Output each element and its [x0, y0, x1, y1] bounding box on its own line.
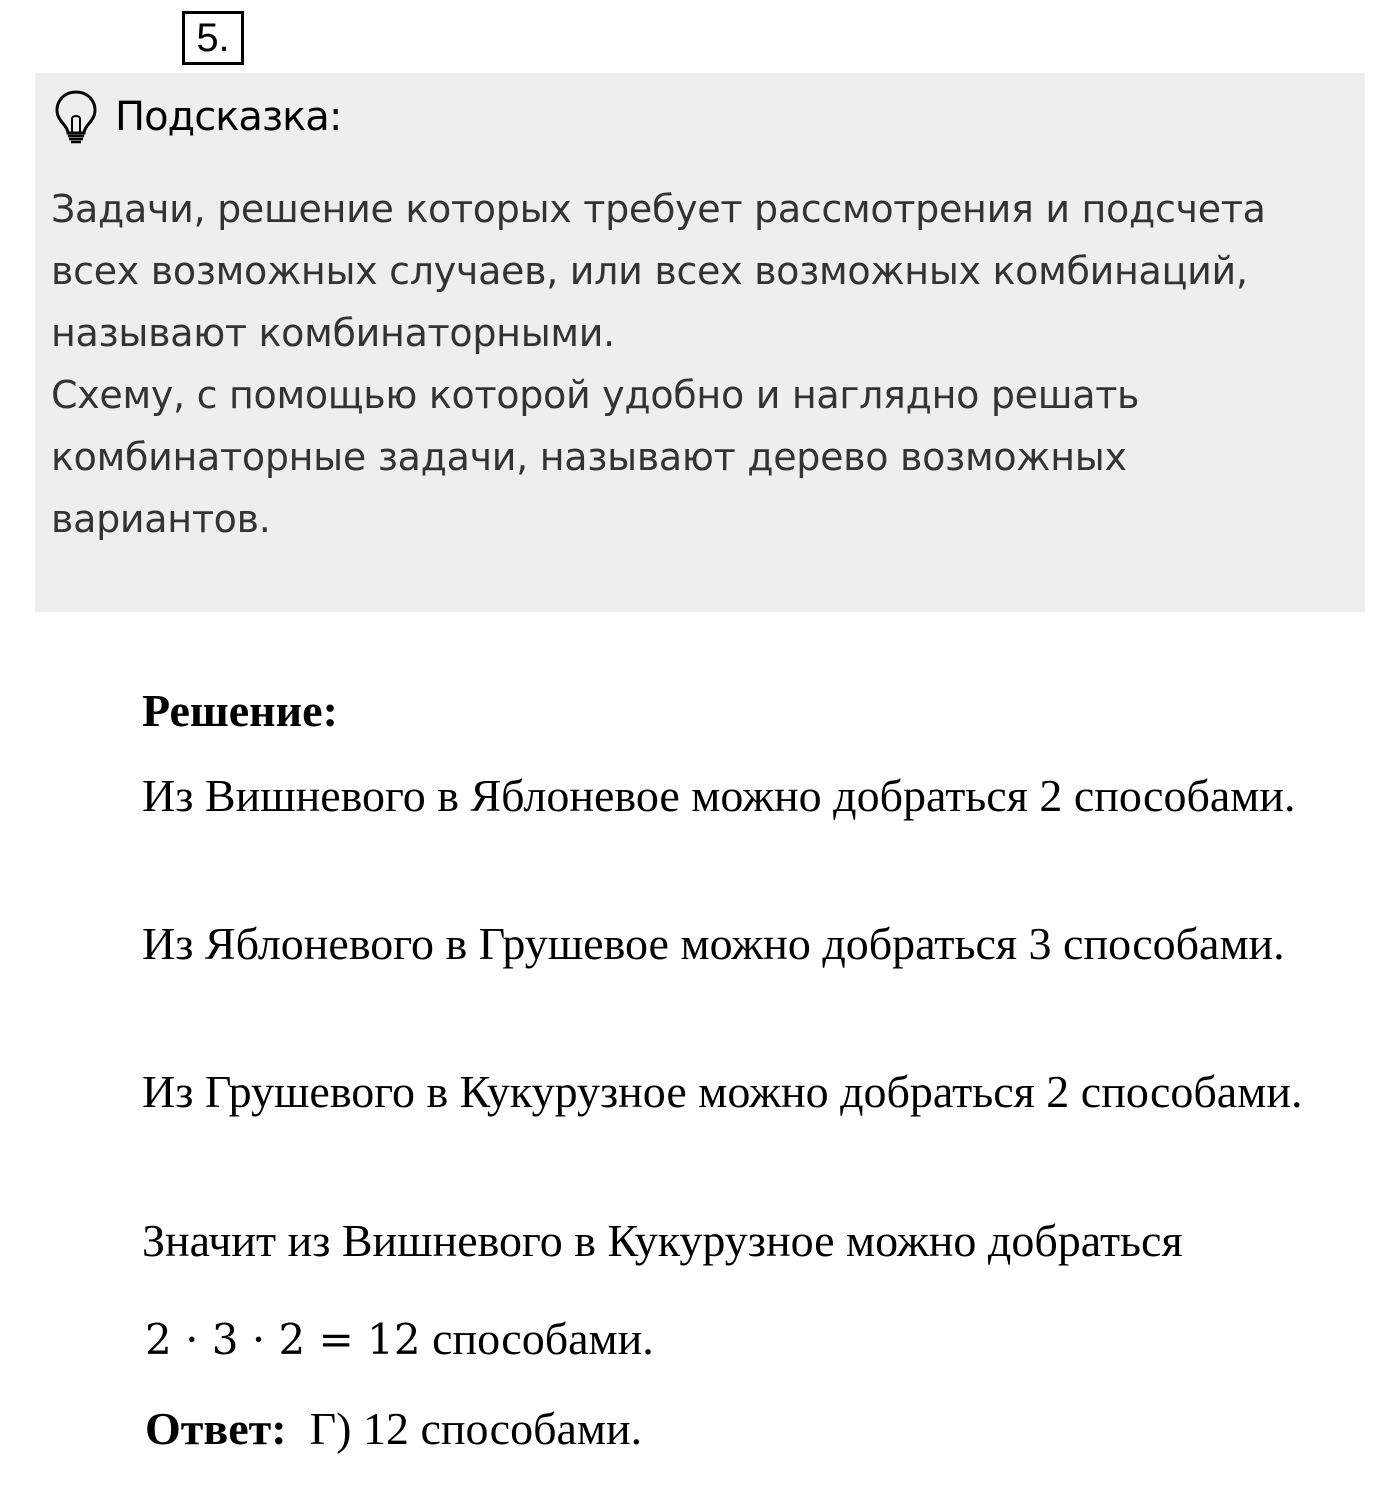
solution-formula-line	[145, 1308, 1400, 1371]
hint-box	[35, 73, 1365, 612]
hint-text	[51, 178, 1356, 550]
hint-title: Подсказка:	[115, 94, 342, 140]
solution-step: Из Вишневого в Яблоневое можно добраться 2 способами.	[142, 770, 1296, 821]
hint-header	[53, 87, 341, 147]
lightbulb-icon	[53, 89, 99, 145]
formula-suffix: способами.	[420, 1313, 654, 1364]
formula: 2 · 3 · 2 = 12	[145, 1315, 421, 1364]
hint-paragraph: Задачи, решение которых требует рассмотрения и подсчета всех возможных случаев, или всех возможных комбинаций, называют комбинаторными.	[51, 187, 1266, 355]
hint-paragraph: Схему, с помощью которой удобно и наглядно решать комбинаторные задачи, называют дерево возможных вариантов.	[51, 373, 1140, 541]
solution-step: Из Грушевого в Кукурузное можно добраться 2 способами.	[142, 1066, 1303, 1117]
solution-step: Значит из Вишневого в Кукурузное можно добраться	[142, 1215, 1183, 1266]
answer-text: Г) 12 способами.	[309, 1403, 643, 1454]
answer-label: Ответ:	[145, 1403, 287, 1454]
solution-step: Из Яблоневого в Грушевое можно добраться 3 способами.	[142, 918, 1285, 969]
task-number: 5.	[182, 11, 244, 65]
answer-line	[145, 1398, 1400, 1460]
solution-heading: Решение:	[142, 685, 338, 736]
